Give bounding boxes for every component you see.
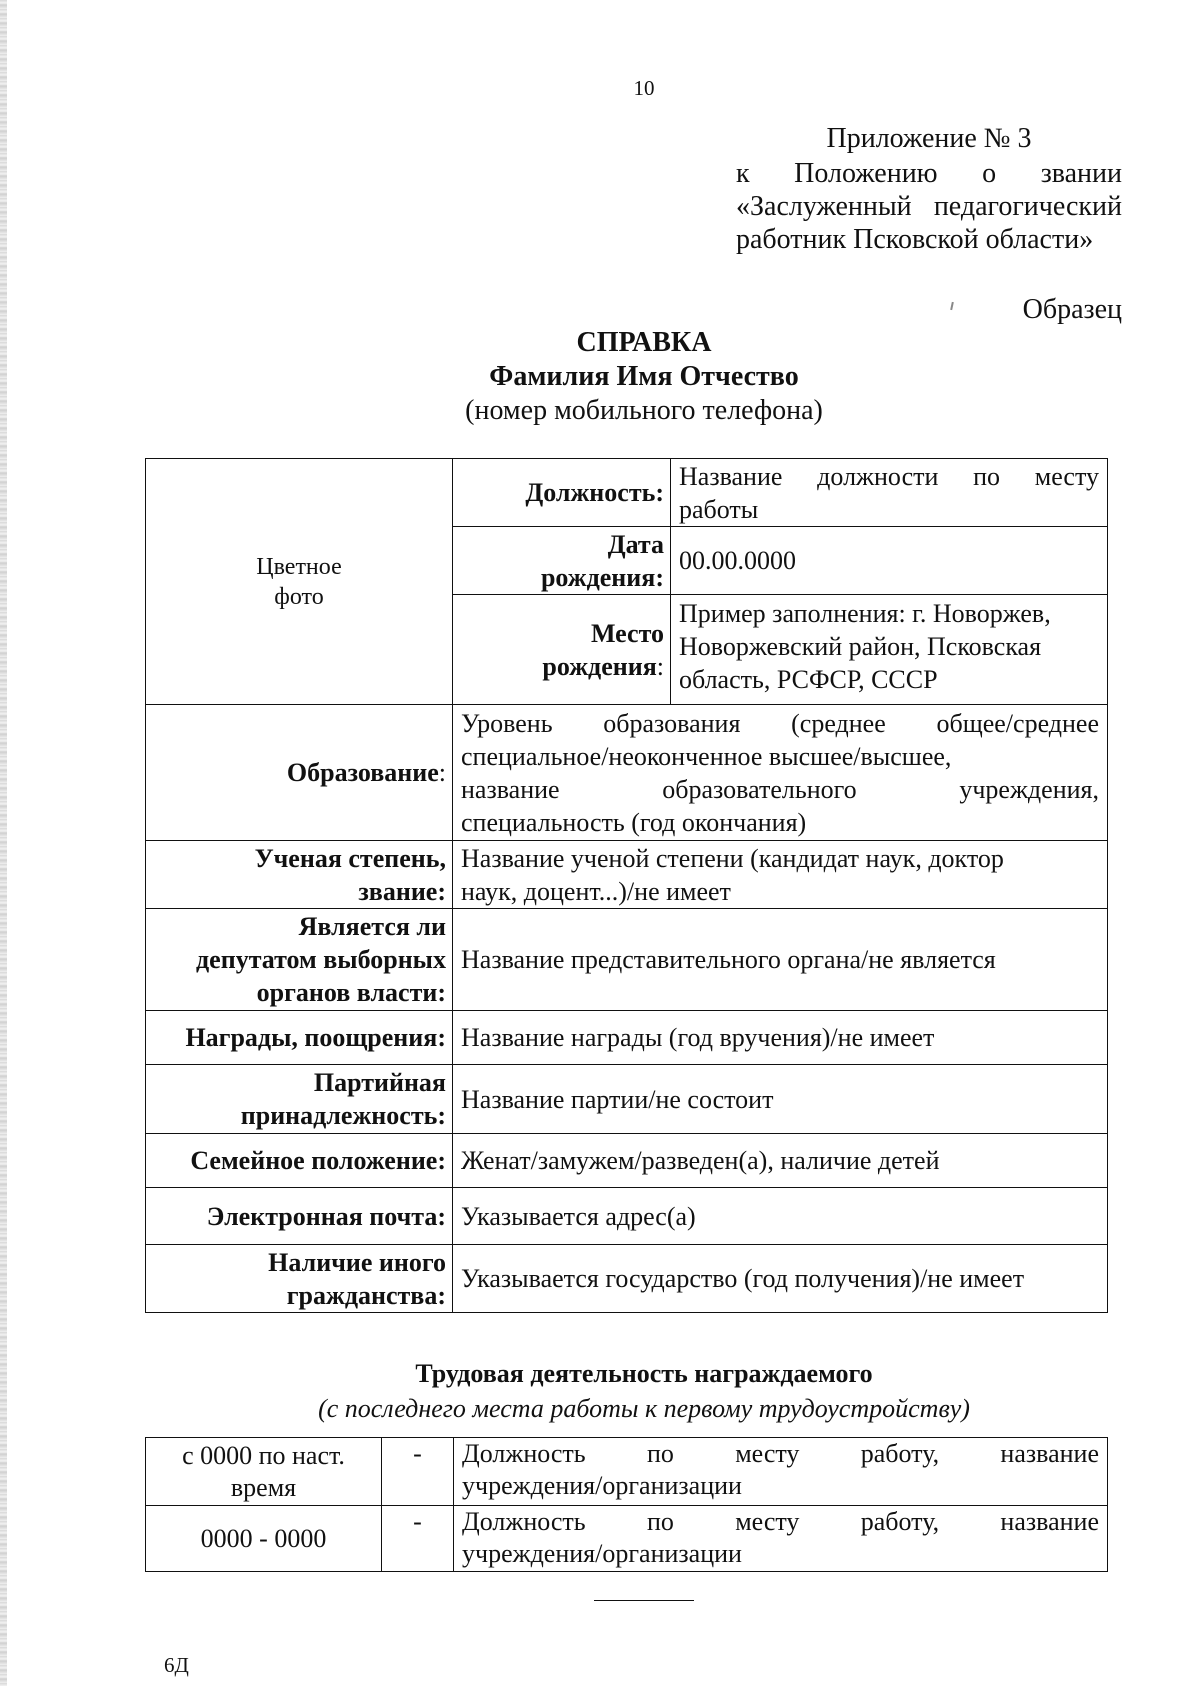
table-row [146, 1438, 1108, 1506]
table-row [146, 1188, 1108, 1245]
appendix-line-1 [736, 157, 1122, 190]
appendix-word: к [736, 158, 750, 189]
table-row [146, 1245, 1108, 1313]
email-value: Указывается адрес(а) [453, 1188, 1108, 1245]
deputy-label-line: Является ли [298, 912, 446, 941]
degree-value [453, 841, 1108, 909]
work-description-line: Должность по месту работу, название [462, 1507, 1099, 1536]
work-description [454, 1438, 1108, 1506]
appendix-block [736, 122, 1122, 256]
deputy-label [146, 909, 453, 1011]
work-dash: - [382, 1438, 454, 1506]
work-history-table [145, 1437, 1108, 1572]
degree-label-line: звание: [358, 876, 446, 906]
table-row [146, 841, 1108, 909]
position-value [671, 459, 1108, 527]
appendix-word: о [982, 158, 997, 189]
birth-date-value: 00.00.0000 [671, 527, 1108, 595]
birth-place-value-line: область, РСФСР, СССР [679, 665, 938, 694]
degree-label-line: Ученая степень, [254, 843, 446, 873]
document-title: СПРАВКА [576, 327, 712, 358]
sample-label: Образец [1022, 294, 1122, 325]
party-label-line: принадлежность: [240, 1101, 446, 1130]
page-number: 10 [633, 76, 655, 100]
education-label-colon: : [438, 758, 446, 787]
work-period-line: время [230, 1472, 297, 1502]
citizenship-label-line: Наличие иного [268, 1247, 446, 1277]
birth-date-label-line: рождения: [540, 562, 664, 592]
birth-place-value-line: Пример заполнения: г. Новоржев, [679, 599, 1051, 628]
scan-mark [950, 302, 954, 310]
education-value-line: специальное/неоконченное высшее/высшее, [461, 741, 952, 771]
deputy-label-line: депутатом выборных [196, 945, 446, 974]
education-value-line: Уровень образования (среднее общее/среднее [461, 708, 1099, 738]
citizenship-label-line: гражданства: [286, 1280, 446, 1310]
photo-placeholder [146, 459, 453, 705]
birth-place-label-line: Место [590, 618, 664, 648]
deputy-label-line: органов власти: [256, 978, 446, 1007]
person-phone: (номер мобильного телефона) [465, 395, 823, 426]
family-label: Семейное положение: [146, 1134, 453, 1188]
appendix-title: Приложение № 3 [826, 123, 1032, 154]
party-value: Название партии/не состоит [453, 1065, 1108, 1134]
info-table [145, 458, 1108, 1313]
work-description-line: учреждения/организации [462, 1471, 742, 1500]
education-label-text: Образование [286, 758, 439, 787]
appendix-word: Положению [794, 158, 938, 189]
table-row [146, 1506, 1108, 1572]
appendix-word: звании [1040, 158, 1123, 189]
awards-label: Награды, поощрения: [146, 1011, 453, 1065]
end-rule [594, 1600, 694, 1601]
work-dash: - [382, 1506, 454, 1572]
degree-value-line: Название ученой степени (кандидат наук, доктор [461, 843, 1004, 873]
party-label [146, 1065, 453, 1134]
photo-label-line: Цветное [256, 553, 342, 580]
work-description-line: Должность по месту работу, название [462, 1439, 1099, 1468]
birth-date-label [453, 527, 671, 595]
table-row [146, 1065, 1108, 1134]
birth-place-label-colon: : [656, 651, 664, 681]
birth-place-label-line: рождения [542, 651, 657, 681]
table-row [146, 705, 1108, 841]
table-row [146, 909, 1108, 1011]
scan-edge [0, 0, 7, 1686]
deputy-value: Название представительного органа/не является [453, 909, 1108, 1011]
email-label: Электронная почта: [146, 1188, 453, 1245]
birth-place-label [453, 595, 671, 705]
table-row [146, 1011, 1108, 1065]
work-period-line: с 0000 по наст. [182, 1440, 345, 1470]
degree-value-line: наук, доцент...)/не имеет [461, 876, 731, 906]
work-section-subtitle: (с последнего места работы к первому трудоустройству) [318, 1394, 970, 1423]
work-description [454, 1506, 1108, 1572]
birth-place-value [671, 595, 1108, 705]
degree-label [146, 841, 453, 909]
position-label: Должность: [453, 459, 671, 527]
work-description-line: учреждения/организации [462, 1539, 742, 1568]
work-period [146, 1438, 382, 1506]
footer-code: 6Д [164, 1653, 189, 1677]
position-value-line: работы [679, 494, 759, 524]
appendix-line-3: работник Псковской области» [736, 224, 1094, 255]
appendix-line-2: «Заслуженный педагогический [736, 191, 1122, 222]
family-value: Женат/замужем/разведен(а), наличие детей [453, 1134, 1108, 1188]
table-row [146, 1134, 1108, 1188]
awards-value: Название награды (год вручения)/не имеет [453, 1011, 1108, 1065]
education-value-line: специальность (год окончания) [461, 807, 807, 837]
birth-place-value-line: Новоржевский район, Псковская [679, 632, 1042, 661]
work-period [146, 1506, 382, 1572]
party-label-line: Партийная [313, 1068, 446, 1097]
person-name: Фамилия Имя Отчество [489, 361, 799, 392]
work-section-title: Трудовая деятельность награждаемого [415, 1359, 873, 1388]
photo-label-line: фото [274, 583, 324, 610]
education-value-line: название образовательного учреждения, [461, 774, 1099, 804]
position-value-line: Название должности по месту [679, 461, 1099, 491]
citizenship-label [146, 1245, 453, 1313]
education-label [146, 705, 453, 841]
education-value [453, 705, 1108, 841]
table-row [146, 459, 1108, 527]
birth-date-label-line: Дата [607, 529, 664, 559]
citizenship-value: Указывается государство (год получения)/не имеет [453, 1245, 1108, 1313]
work-period-line: 0000 - 0000 [200, 1523, 327, 1553]
